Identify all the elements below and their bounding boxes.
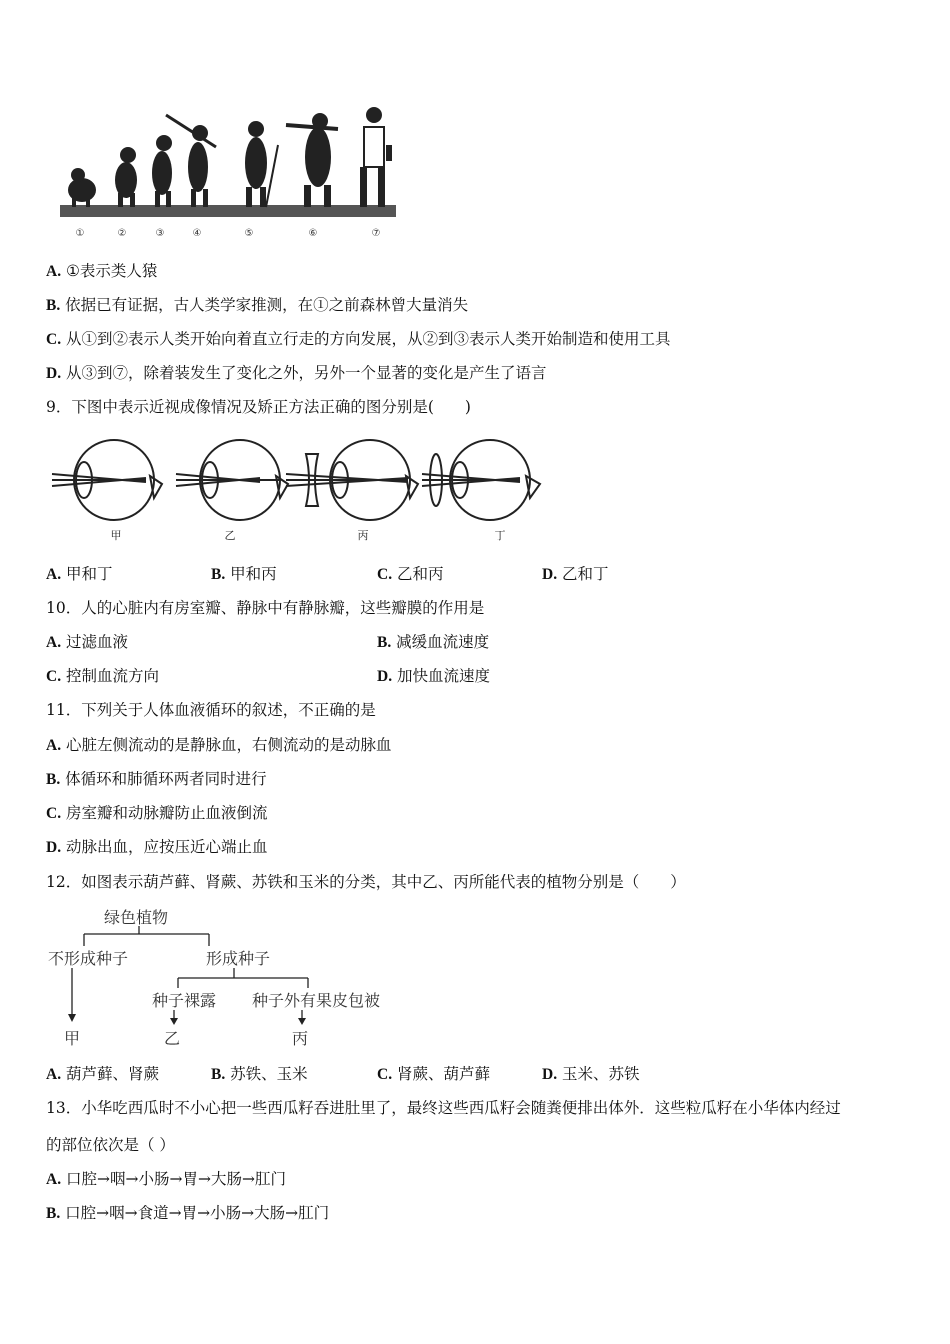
tree-left: 不形成种子	[48, 949, 129, 968]
q13-option-b[interactable]: B. 口腔→咽→食道→胃→小肠→大肠→肛门	[46, 1204, 330, 1222]
q12-stem: 12．如图表示葫芦藓、肾蕨、苏铁和玉米的分类，其中乙、丙所能代表的植物分别是（ ）	[46, 873, 686, 891]
human-evolution-figure	[56, 105, 401, 245]
q9-stem: 9．下图中表示近视成像情况及矫正方法正确的图分别是( )	[46, 398, 471, 416]
q8-option-a[interactable]: A. ①表示类人猿	[46, 262, 158, 280]
q9-option-a[interactable]: A. 甲和丁	[46, 565, 113, 583]
evolution-label-5: ⑤	[244, 228, 254, 239]
q10-option-d[interactable]: D. 加快血流速度	[377, 667, 491, 685]
q8-option-b[interactable]: B. 依据已有证据，古人类学家推测，在①之前森林曾大量消失	[46, 296, 469, 314]
q11-option-c[interactable]: C. 房室瓣和动脉瓣防止血液倒流	[46, 804, 268, 822]
q13-option-a[interactable]: A. 口腔→咽→小肠→胃→大肠→肛门	[46, 1170, 286, 1188]
q11-option-d[interactable]: D. 动脉出血，应按压近心端止血	[46, 838, 268, 856]
q13-stem-line2: 的部位依次是（ ）	[46, 1136, 175, 1154]
q10-option-c[interactable]: C. 控制血流方向	[46, 667, 160, 685]
q10-stem: 10．人的心脏内有房室瓣、静脉中有静脉瓣，这些瓣膜的作用是	[46, 599, 485, 617]
eye-diagrams-figure	[50, 436, 555, 548]
evolution-label-7: ⑦	[371, 228, 381, 239]
evolution-label-6: ⑥	[308, 228, 318, 239]
q8-option-d[interactable]: D. 从③到⑦，除着装发生了变化之外，另外一个显著的变化是产生了语言	[46, 364, 547, 382]
q8-option-c[interactable]: C. 从①到②表示人类开始向着直立行走的方向发展，从②到③表示人类开始制造和使用工具	[46, 330, 671, 348]
eye-label-bing: 丙	[357, 529, 369, 542]
q12-option-b[interactable]: B. 苏铁、玉米	[211, 1065, 308, 1083]
tree-leaf-jia: 甲	[64, 1029, 81, 1048]
eye-label-ding: 丁	[494, 529, 506, 542]
q9-option-b[interactable]: B. 甲和丙	[211, 565, 277, 583]
q9-option-c[interactable]: C. 乙和丙	[377, 565, 444, 583]
q10-option-a[interactable]: A. 过滤血液	[46, 633, 129, 651]
q10-option-b[interactable]: B. 减缓血流速度	[377, 633, 490, 651]
tree-right-right: 种子外有果皮包被	[252, 991, 381, 1010]
tree-right-left: 种子裸露	[152, 991, 217, 1010]
tree-right: 形成种子	[206, 949, 271, 968]
q9-option-d[interactable]: D. 乙和丁	[542, 565, 609, 583]
tree-leaf-bing: 丙	[292, 1029, 309, 1048]
eye-label-yi: 乙	[224, 529, 236, 542]
q12-option-d[interactable]: D. 玉米、苏铁	[542, 1065, 640, 1083]
q11-option-a[interactable]: A. 心脏左侧流动的是静脉血，右侧流动的是动脉血	[46, 736, 392, 754]
eye-label-jia: 甲	[110, 529, 122, 542]
q13-stem-line1: 13．小华吃西瓜时不小心把一些西瓜籽吞进肚里了，最终这些西瓜籽会随粪便排出体外．这些粒瓜籽在小华体内经过	[46, 1099, 841, 1117]
evolution-label-4: ④	[192, 228, 202, 239]
plant-classification-tree	[44, 904, 404, 1052]
evolution-label-2: ②	[117, 228, 127, 239]
evolution-label-3: ③	[155, 228, 165, 239]
q12-option-a[interactable]: A. 葫芦藓、肾蕨	[46, 1065, 160, 1083]
q12-option-c[interactable]: C. 肾蕨、葫芦藓	[377, 1065, 491, 1083]
q11-option-b[interactable]: B. 体循环和肺循环两者同时进行	[46, 770, 267, 788]
q11-stem: 11．下列关于人体血液循环的叙述，不正确的是	[46, 701, 376, 719]
tree-leaf-yi: 乙	[164, 1029, 181, 1048]
tree-root: 绿色植物	[104, 908, 169, 927]
evolution-label-1: ①	[75, 228, 85, 239]
